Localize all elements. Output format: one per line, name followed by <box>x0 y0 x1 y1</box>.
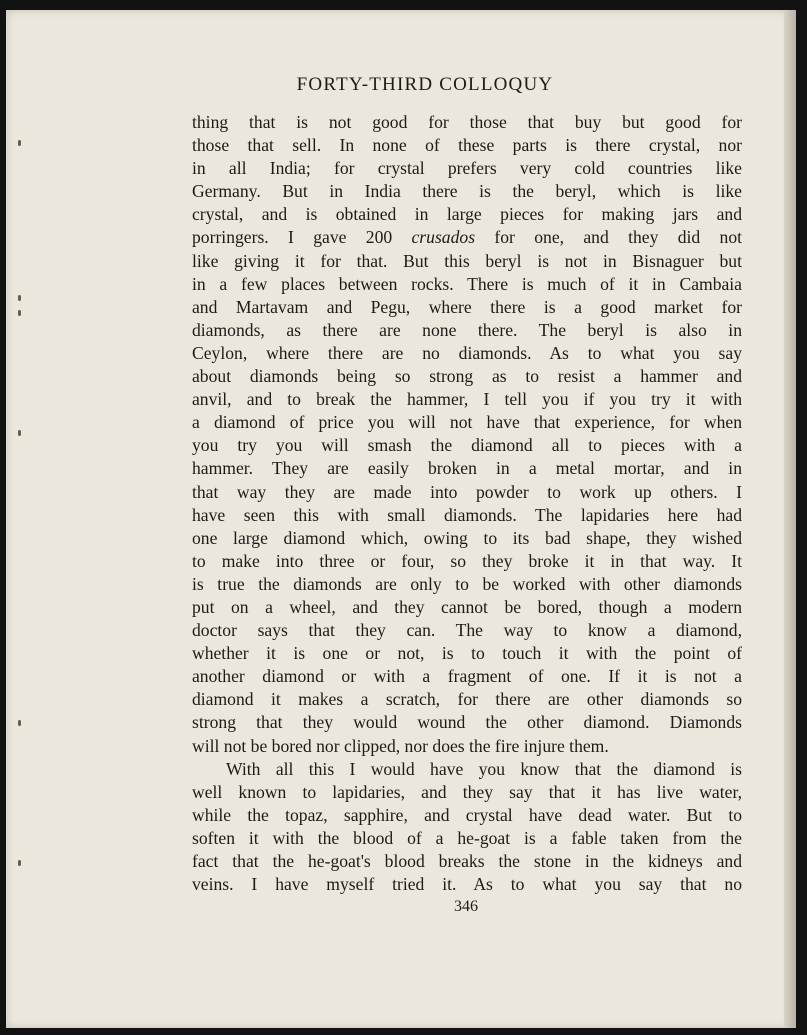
text-line: well known to lapidaries, and they say that it has live water, <box>192 781 742 802</box>
paper-speck <box>18 430 21 436</box>
text-line: another diamond or with a fragment of one. If it is not a <box>192 666 742 687</box>
text-line: diamonds, as there are none there. The beryl is also in <box>192 319 742 340</box>
text-line: Germany. But in India there is the beryl, which is like <box>192 181 742 202</box>
text-line: that way they are made into powder to work up others. I <box>192 481 742 502</box>
text-line: while the topaz, sapphire, and crystal have dead water. But to <box>192 804 742 825</box>
running-head: FORTY-THIRD COLLOQUY <box>296 74 554 95</box>
text-line: like giving it for that. But this beryl is not in Bisnaguer but <box>192 250 742 271</box>
text-line: Ceylon, where there are no diamonds. As to what you say <box>192 342 742 363</box>
text-line: fact that the he-goat's blood breaks the stone in the kidneys and <box>192 851 742 871</box>
text-line: With all this I would have you know that the diamond is <box>226 758 742 779</box>
text-line: and Martavam and Pegu, where there is a good market for <box>192 296 742 317</box>
text-line: about diamonds being so strong as to resist a hammer and <box>192 366 742 387</box>
text-line-with-italic <box>192 226 742 249</box>
text-line: whether it is one or not, is to touch it with the point of <box>192 643 742 664</box>
page-edge <box>784 10 796 1028</box>
text-line: hammer. They are easily broken in a metal mortar, and in <box>192 458 742 479</box>
text-line: have seen this with small diamonds. The lapidaries here had <box>192 504 742 525</box>
text-line: veins. I have myself tried it. As to what you say that no <box>192 874 742 895</box>
text-line: one large diamond which, owing to its bad shape, they wished <box>192 527 742 548</box>
text-line: you try you will smash the diamond all to pieces with a <box>192 435 742 456</box>
paper-speck <box>18 860 21 866</box>
text-line: thing that is not good for those that buy but good for <box>192 112 742 132</box>
text-line: doctor says that they can. The way to know a diamond, <box>192 620 742 641</box>
text-line: anvil, and to break the hammer, I tell you if you try it with <box>192 389 742 410</box>
text-line: soften it with the blood of a he-goat is a fable taken from the <box>192 827 742 848</box>
text-line: diamond it makes a scratch, for there are other diamonds so <box>192 689 742 710</box>
text-line: strong that they would wound the other diamond. Diamonds <box>192 712 742 733</box>
paper-speck <box>18 720 21 726</box>
body-text <box>192 111 742 896</box>
text-line: in all India; for crystal prefers very cold countries like <box>192 158 742 179</box>
text-line: put on a wheel, and they cannot be bored, though a modern <box>192 596 742 617</box>
italic-word: crusados <box>411 227 476 248</box>
text-segment: for one, and they did not <box>475 227 742 248</box>
text-line: those that sell. In none of these parts is there crystal, nor <box>192 135 742 156</box>
text-segment: porringers. I gave 200 <box>192 227 412 248</box>
text-line: in a few places between rocks. There is much of it in Cambaia <box>192 273 742 294</box>
page-number: 346 <box>454 898 478 915</box>
text-line: is true the diamonds are only to be worked with other diamonds <box>192 573 742 594</box>
paper-speck <box>18 140 21 146</box>
book-page <box>6 10 796 1028</box>
paper-speck <box>18 295 21 301</box>
paper-speck <box>18 310 21 316</box>
text-line: a diamond of price you will not have that experience, for when <box>192 412 742 433</box>
text-line: will not be bored nor clipped, nor does the fire injure them. <box>192 735 609 756</box>
text-line: to make into three or four, so they broke it in that way. It <box>192 550 742 571</box>
text-line: crystal, and is obtained in large pieces for making jars and <box>192 204 742 225</box>
